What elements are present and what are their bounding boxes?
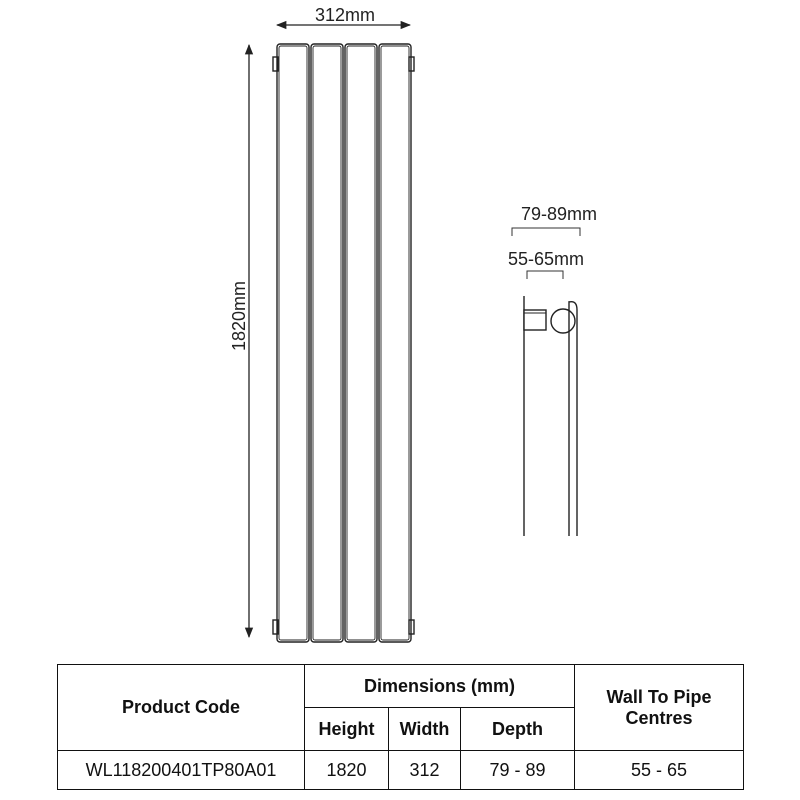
radiator-front-view bbox=[273, 44, 414, 642]
height-dimension-label: 1820mm bbox=[229, 280, 249, 352]
radiator-profile bbox=[569, 302, 577, 536]
width-dimension-label: 312mm bbox=[314, 5, 376, 25]
radiator-column bbox=[277, 44, 309, 642]
header-depth: Depth bbox=[461, 708, 575, 751]
pipe-centre-dimension bbox=[508, 249, 584, 279]
header-wall-to-pipe-line1: Wall To Pipe bbox=[606, 686, 712, 707]
pipe-circle bbox=[551, 309, 575, 333]
header-width: Width bbox=[389, 708, 461, 751]
cell-depth: 79 - 89 bbox=[461, 751, 575, 790]
radiator-side-view bbox=[524, 296, 577, 536]
specification-table bbox=[57, 664, 744, 790]
depth-dimension bbox=[512, 204, 597, 236]
radiator-column bbox=[379, 44, 411, 642]
header-wall-to-pipe-centres bbox=[575, 665, 744, 751]
height-dimension bbox=[229, 45, 249, 637]
cell-width: 312 bbox=[389, 751, 461, 790]
header-dimensions: Dimensions (mm) bbox=[305, 665, 575, 708]
width-dimension bbox=[277, 5, 410, 25]
specification-table-container bbox=[57, 664, 743, 790]
table-row bbox=[58, 751, 744, 790]
cell-product-code: WL118200401TP80A01 bbox=[58, 751, 305, 790]
cell-height: 1820 bbox=[305, 751, 389, 790]
header-product-code: Product Code bbox=[58, 665, 305, 751]
radiator-column bbox=[345, 44, 377, 642]
header-wall-to-pipe-line2: Centres bbox=[625, 707, 693, 728]
depth-dimension-label: 79-89mm bbox=[520, 204, 598, 224]
pipe-centre-dimension-label: 55-65mm bbox=[507, 249, 585, 269]
radiator-column bbox=[311, 44, 343, 642]
header-height: Height bbox=[305, 708, 389, 751]
cell-wall-to-pipe: 55 - 65 bbox=[575, 751, 744, 790]
